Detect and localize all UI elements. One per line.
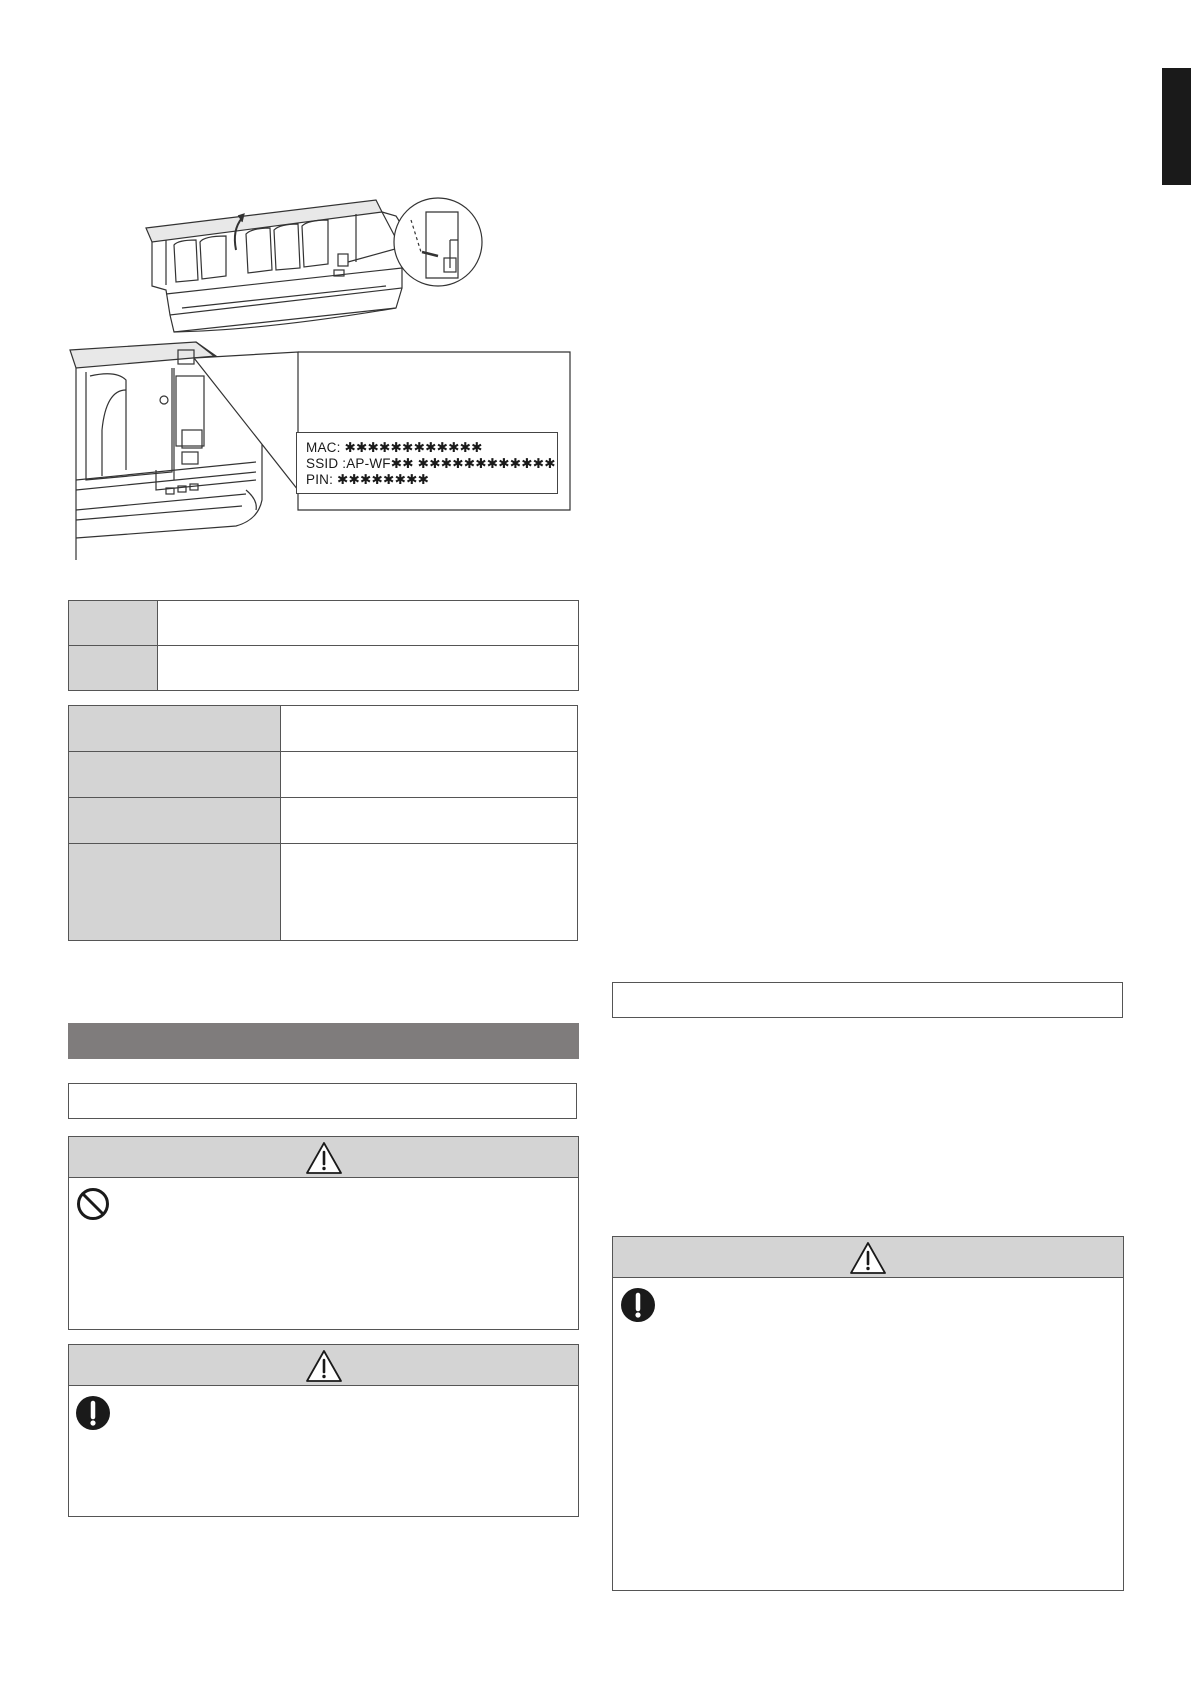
spec-table-large [68,705,578,941]
spec-table-small [68,600,579,691]
section-heading-bar [68,1023,579,1059]
warning-header [69,1345,578,1386]
warning-box-mandatory-left [68,1344,579,1517]
table-cell [69,798,281,844]
table-cell [281,706,578,752]
table-cell [281,798,578,844]
table-cell [69,601,158,646]
warning-triangle-icon [305,1349,343,1383]
warning-triangle-icon [305,1141,343,1175]
table-cell [69,646,158,691]
subheading-box [612,982,1123,1018]
pin-label: PIN: ✱✱✱✱✱✱✱✱ [306,472,430,487]
table-cell [158,646,579,691]
table-cell [69,752,281,798]
prohibition-icon [76,1187,110,1221]
table-cell [69,844,281,941]
table-cell [158,601,579,646]
unit-illustration [66,190,586,570]
device-label [296,432,558,494]
warning-header [613,1237,1123,1278]
mac-label: MAC: ✱✱✱✱✱✱✱✱✱✱✱✱ [306,440,483,455]
side-tab [1162,68,1191,185]
warning-box-mandatory-right [612,1236,1124,1591]
table-cell [281,844,578,941]
warning-box-prohibition [68,1136,579,1330]
table-cell [281,752,578,798]
mandatory-action-icon [75,1395,111,1431]
warning-header [69,1137,578,1178]
table-cell [69,706,281,752]
subheading-box [68,1083,577,1119]
mandatory-action-icon [620,1287,656,1323]
warning-triangle-icon [849,1241,887,1275]
ssid-label: SSID :AP-WF✱✱ ✱✱✱✱✱✱✱✱✱✱✱✱ [306,456,556,471]
